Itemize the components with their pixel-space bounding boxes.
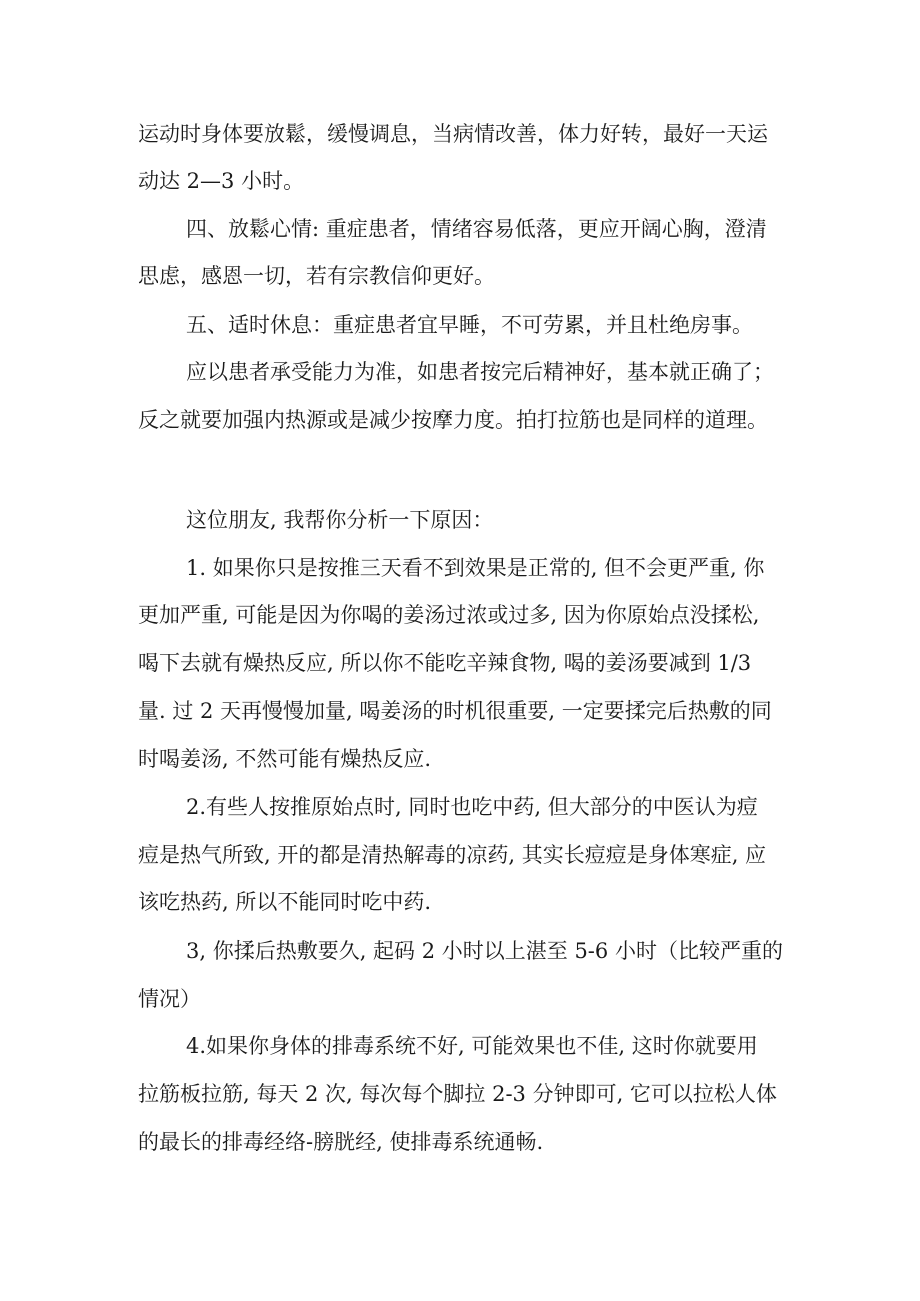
text-line: 反之就要加强内热源或是减少按摩力度。拍打拉筋也是同样的道理。	[138, 408, 768, 432]
text-line: 更加严重, 可能是因为你喝的姜汤过浓或过多, 因为你原始点没揉松,	[138, 603, 760, 627]
text-line: 该吃热药, 所以不能同时吃中药.	[138, 890, 432, 914]
text-line: 的最长的排毒经络-膀胱经, 使排毒系统通畅.	[138, 1130, 544, 1154]
text-line: 四、放鬆心情: 重症患者，情绪容易低落，更应开阔心胸，澄清	[186, 217, 767, 241]
text-line: 量. 过 2 天再慢慢加量, 喝姜汤的时机很重要, 一定要揉完后热敷的同	[138, 699, 772, 723]
text-line: 2.有些人按推原始点时, 同时也吃中药, 但大部分的中医认为痘	[186, 795, 758, 819]
text-line: 动达 2—3 小时。	[138, 169, 305, 193]
text-line: 4.如果你身体的排毒系统不好, 可能效果也不佳, 这时你就要用	[186, 1034, 758, 1058]
text-line: 应以患者承受能力为准，如患者按完后精神好，基本就正确了；	[186, 360, 774, 384]
text-line: 运动时身体要放鬆，缓慢调息，当病情改善，体力好转，最好一天运	[138, 122, 768, 146]
text-line: 喝下去就有燥热反应, 所以你不能吃辛辣食物, 喝的姜汤要减到 1/3	[138, 651, 752, 675]
text-line: 五、适时休息：重症患者宜早睡，不可劳累，并且杜绝房事。	[186, 313, 753, 337]
text-line: 1. 如果你只是按推三天看不到效果是正常的, 但不会更严重, 你	[186, 556, 765, 580]
text-line: 3, 你揉后热敷要久, 起码 2 小时以上湛至 5-6 小时（比较严重的	[186, 939, 783, 963]
text-line: 思虑，感恩一切，若有宗教信仰更好。	[138, 264, 495, 288]
text-line: 痘是热气所致, 开的都是清热解毒的凉药, 其实长痘痘是身体寒症, 应	[138, 843, 767, 867]
text-line: 这位朋友, 我帮你分析一下原因：	[186, 508, 494, 532]
text-line: 时喝姜汤, 不然可能有燥热反应.	[138, 747, 432, 771]
text-line: 情况）	[138, 987, 201, 1011]
text-line: 拉筋板拉筋, 每天 2 次, 每次每个脚拉 2-3 分钟即可, 它可以拉松人体	[138, 1082, 777, 1106]
